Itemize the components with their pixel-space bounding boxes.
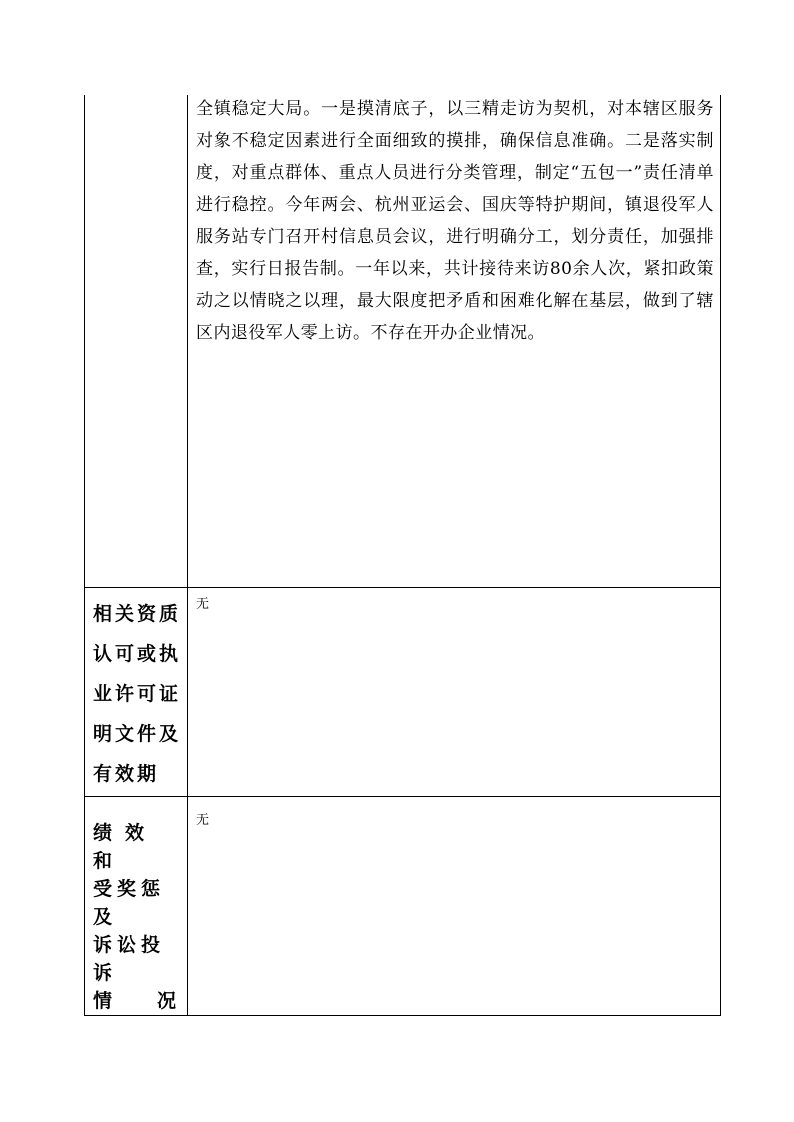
- honor-label-char: 情: [93, 989, 118, 1012]
- work-summary-text: 全镇稳定大局。一是摸清底子，以三精走访为契机，对本辖区服务对象不稳定因素进行全面细致的摸排，确保信息准确。二是落实制度，对重点群体、重点人员进行分类管理，制定“五包一”责任清单进行稳控。今年两会、杭州亚运会、国庆等特护期间，镇退役军人服务站专门召开村信息员会议，进行明确分工，划分责任，加强排查，实行日报告制。一年以来，共计接待来访80余人次，紧扣政策动之以情晓之以理，最大限度把矛盾和困难化解在基层，做到了辖区内退役军人零上访。不存在开办企业情况。: [196, 99, 714, 343]
- honor-label: [85, 797, 187, 1015]
- honor-value: 无: [196, 812, 210, 828]
- license-row: [85, 587, 721, 796]
- license-value: 无: [196, 596, 210, 612]
- honor-label-line: 诉讼投诉: [93, 933, 166, 984]
- honor-label-char: 况: [156, 989, 181, 1012]
- license-label: [85, 588, 187, 794]
- honor-value-cell: [188, 796, 721, 1015]
- license-value-cell: [188, 587, 721, 796]
- honor-label-line: 绩效和: [93, 821, 158, 872]
- work-summary-row: [85, 95, 721, 587]
- license-label-line: 相关资质: [93, 602, 182, 625]
- license-label-cell: [85, 587, 188, 796]
- license-label-line: 明文件及: [93, 722, 182, 745]
- license-label-line: 业许可证: [93, 682, 182, 705]
- document-table: [84, 95, 721, 1016]
- work-summary-content-cell: [188, 95, 721, 587]
- license-label-line: 认可或执: [93, 642, 182, 665]
- honor-row: [85, 796, 721, 1015]
- honor-label-cell: [85, 796, 188, 1015]
- honor-label-last-line: [93, 987, 181, 1015]
- honor-label-line: 受奖惩及: [93, 877, 166, 928]
- work-summary-label-cell: [85, 95, 188, 587]
- license-label-line: 有效期: [93, 762, 160, 785]
